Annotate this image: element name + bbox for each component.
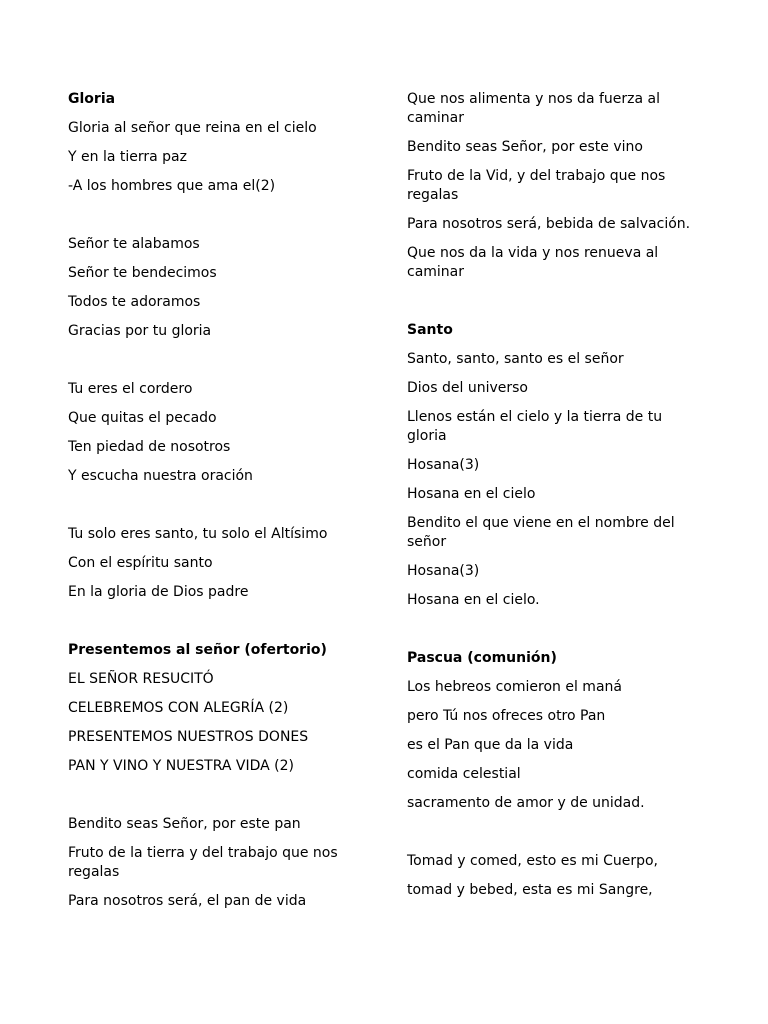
paragraph-gap [68,786,368,815]
lyric-line: Para nosotros será, bebida de salvación. [407,216,691,232]
paragraph-gap [407,292,702,321]
left-column [68,90,368,921]
lyric-line: Para nosotros será, el pan de vida [68,893,307,909]
lyric-line: tomad y bebed, esta es mi Sangre, [407,882,653,898]
lyric-line: sacramento de amor y de unidad. [407,795,645,811]
lyric-line: comida celestial [407,766,521,782]
section-heading: Pascua (comunión) [407,650,557,666]
lyric-line: Hosana(3) [407,563,480,579]
lyric-line: Los hebreos comieron el maná [407,679,622,695]
lyric-line: Dios del universo [407,380,528,396]
lyric-line: Gracias por tu gloria [68,323,212,339]
lyric-line: Que quitas el pecado [68,410,217,426]
lyric-line: Hosana en el cielo [407,486,536,502]
lyric-line: EL SEÑOR RESUCITÓ [68,671,214,687]
right-column [407,90,702,910]
lyric-line: Ten piedad de nosotros [68,439,231,455]
paragraph-gap [68,496,368,525]
lyric-line: Bendito seas Señor, por este vino [407,139,643,155]
lyric-line: Todos te adoramos [68,294,201,310]
paragraph-gap [407,823,702,852]
lyric-line: Gloria al señor que reina en el cielo [68,120,317,136]
lyric-line: Que nos alimenta y nos da fuerza al caminar [407,91,660,126]
lyric-line: pero Tú nos ofreces otro Pan [407,708,606,724]
paragraph-gap [68,351,368,380]
lyric-line: Hosana en el cielo. [407,592,540,608]
paragraph-gap [68,206,368,235]
lyric-line: Llenos están el cielo y la tierra de tu gloria [407,409,663,444]
section-heading: Santo [407,322,453,338]
lyric-line: Señor te bendecimos [68,265,217,281]
lyric-line: -A los hombres que ama el(2) [68,178,276,194]
lyric-line: Tu eres el cordero [68,381,193,397]
lyric-line: Señor te alabamos [68,236,200,252]
section-heading: Presentemos al señor (ofertorio) [68,642,327,658]
lyric-line: Que nos da la vida y nos renueva al caminar [407,245,659,280]
lyric-line: Tu solo eres santo, tu solo el Altísimo [68,526,328,542]
lyric-line: Santo, santo, santo es el señor [407,351,624,367]
lyric-line: Bendito seas Señor, por este pan [68,816,301,832]
lyric-line: es el Pan que da la vida [407,737,574,753]
lyric-line: PAN Y VINO Y NUESTRA VIDA (2) [68,758,294,774]
lyric-line: Con el espíritu santo [68,555,213,571]
lyric-line: PRESENTEMOS NUESTROS DONES [68,729,309,745]
lyric-line: En la gloria de Dios padre [68,584,249,600]
lyric-line: Y en la tierra paz [68,149,187,165]
lyric-line: Hosana(3) [407,457,480,473]
section-heading: Gloria [68,91,116,107]
lyric-line: Tomad y comed, esto es mi Cuerpo, [407,853,658,869]
lyric-line: Fruto de la tierra y del trabajo que nos regalas [68,845,338,880]
lyric-line: Fruto de la Vid, y del trabajo que nos regalas [407,168,666,203]
lyric-line: CELEBREMOS CON ALEGRÍA (2) [68,700,289,716]
lyric-line: Y escucha nuestra oración [68,468,253,484]
paragraph-gap [68,612,368,641]
paragraph-gap [407,620,702,649]
lyric-line: Bendito el que viene en el nombre del señor [407,515,675,550]
